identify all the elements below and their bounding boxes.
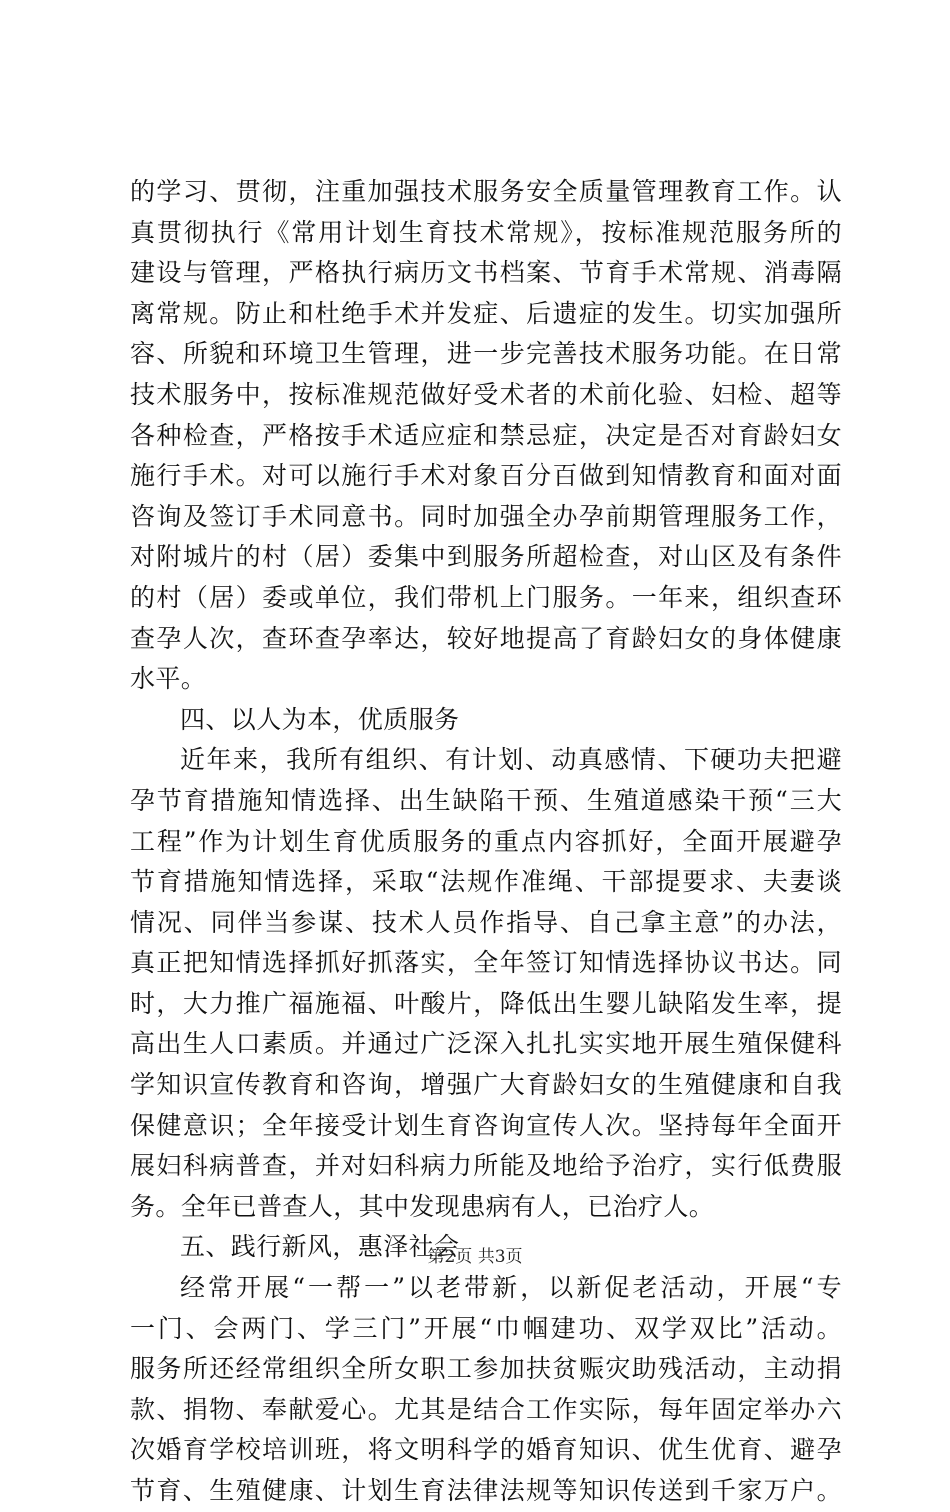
text-line: 工程”作为计划生育优质服务的重点内容抓好，全面开展避孕 [130, 826, 842, 856]
text-line: 务。全年已普查人，其中发现患病有人，已治疗人。 [130, 1191, 715, 1221]
text-line: 水平。 [130, 664, 207, 694]
page-footer: 第2页 共3页 [427, 1247, 523, 1267]
text-line: 一门、会两门、学三门”开展“巾帼建功、双学双比”活动。 [130, 1313, 842, 1343]
text-line: 近年来，我所有组织、有计划、动真感情、下硬功夫把避 [180, 745, 842, 775]
text-line: 保健意识；全年接受计划生育咨询宣传人次。坚持每年全面开 [130, 1110, 842, 1140]
text-line: 服务所还经常组织全所女职工参加扶贫赈灾助残活动，主动捐 [130, 1354, 842, 1384]
text-line: 技术服务中，按标准规范做好受术者的术前化验、妇检、超等 [130, 379, 842, 409]
text-line: 情况、同伴当参谋、技术人员作指导、自己拿主意”的办法， [130, 907, 842, 937]
text-line: 查孕人次，查环查孕率达，较好地提高了育龄妇女的身体健康 [130, 623, 842, 653]
document-body [130, 172, 842, 1512]
text-line: 节育措施知情选择，采取“法规作准绳、干部提要求、夫妻谈 [130, 867, 842, 897]
text-line: 对附城片的村（居）委集中到服务所超检查，对山区及有条件 [130, 542, 842, 572]
text-line: 节育、生殖健康、计划生育法律法规等知识传送到千家万户。 [130, 1476, 842, 1505]
text-line: 真贯彻执行《常用计划生育技术常规》，按标准规范服务所的 [130, 217, 842, 247]
text-line: 的学习、贯彻，注重加强技术服务安全质量管理教育工作。认 [130, 177, 842, 206]
text-line: 孕节育措施知情选择、出生缺陷干预、生殖道感染干预“三大 [130, 785, 842, 815]
section-heading: 四、以人为本，优质服务 [180, 704, 460, 734]
text-line: 施行手术。对可以施行手术对象百分百做到知情教育和面对面 [130, 461, 842, 491]
text-line: 离常规。防止和杜绝手术并发症、后遗症的发生。切实加强所 [130, 298, 842, 328]
text-line: 建设与管理，严格执行病历文书档案、节育手术常规、消毒隔 [130, 258, 842, 288]
text-line: 高出生人口素质。并通过广泛深入扎扎实实地开展生殖保健科 [130, 1029, 842, 1059]
text-line: 款、捐物、奉献爱心。尤其是结合工作实际，每年固定举办六 [130, 1394, 842, 1424]
text-line: 的村（居）委或单位，我们带机上门服务。一年来，组织查环 [130, 582, 842, 612]
text-line: 各种检查，严格按手术适应症和禁忌症，决定是否对育龄妇女 [130, 420, 842, 450]
text-line: 经常开展“一帮一”以老带新，以新促老活动，开展“专 [180, 1273, 842, 1303]
text-line: 时，大力推广福施福、叶酸片，降低出生婴儿缺陷发生率，提 [130, 988, 842, 1018]
text-line: 展妇科病普查，并对妇科病力所能及地给予治疗，实行低费服 [130, 1151, 842, 1181]
text-line: 容、所貌和环境卫生管理，进一步完善技术服务功能。在日常 [130, 339, 842, 369]
text-line: 次婚育学校培训班，将文明科学的婚育知识、优生优育、避孕 [130, 1435, 842, 1465]
text-line: 真正把知情选择抓好抓落实，全年签订知情选择协议书达。同 [130, 948, 842, 978]
text-line: 咨询及签订手术同意书。同时加强全办孕前期管理服务工作， [130, 501, 842, 531]
section-heading: 五、践行新风，惠泽社会 [180, 1232, 460, 1262]
text-line: 学知识宣传教育和咨询，增强广大育龄妇女的生殖健康和自我 [130, 1070, 842, 1100]
